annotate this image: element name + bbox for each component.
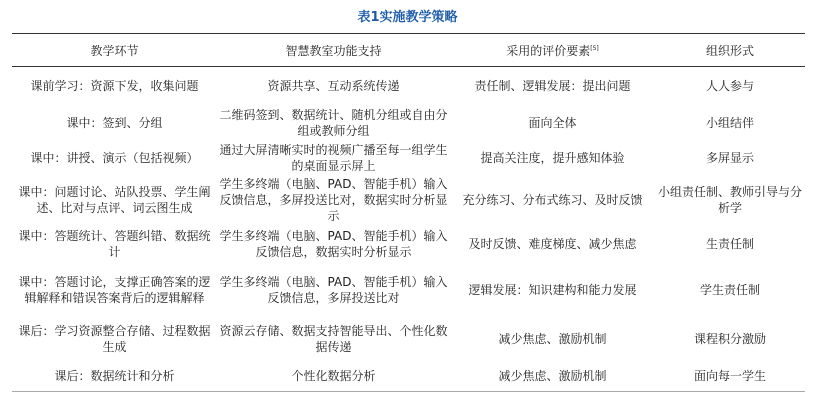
header-classroom-support: 智慧教室功能支持 (217, 34, 450, 67)
cell-stage: 课中：答题统计、答题纠错、数据统计 (18, 229, 211, 259)
strategy-table (12, 33, 805, 392)
table-row (12, 317, 805, 361)
cell-support: 通过大屏清晰实时的视频广播至每一组学生的桌面显示屏上 (219, 143, 448, 173)
cell-evaluation: 责任制、逻辑发展：提出问题 (474, 79, 631, 93)
table-header-row (12, 34, 805, 67)
cell-form: 生责任制 (705, 237, 754, 251)
cell-form: 多屏显示 (705, 151, 754, 165)
cell-support: 资源共享、互动系统传递 (267, 79, 400, 93)
cell-form: 学生责任制 (699, 283, 760, 297)
cell-support: 资源云存储、数据支持智能导出、个性化数据传递 (219, 324, 448, 354)
cell-form: 小组责任制、教师引导与分析学 (657, 185, 802, 215)
cell-stage: 课中：问题讨论、站队投票、学生阐述、比对与点评、词云图生成 (18, 185, 211, 215)
cell-support: 学生多终端（电脑、PAD、智能手机）输入反馈信息，多屏投送比对，数据实时分析显示 (219, 177, 448, 223)
table-row (12, 67, 805, 106)
cell-form: 面向每一学生 (655, 361, 805, 392)
cell-stage: 课后：数据统计和分析 (12, 361, 217, 392)
cell-evaluation: 提高关注度，提升感知体验 (480, 151, 625, 165)
cell-evaluation: 充分练习、分布式练习、及时反馈 (462, 193, 643, 207)
cell-evaluation: 及时反馈、难度梯度、减少焦虑 (468, 237, 637, 251)
table-row (12, 361, 805, 392)
cell-support: 学生多终端（电脑、PAD、智能手机）输入反馈信息，数据实时分析显示 (219, 229, 448, 259)
cell-form: 课程积分激励 (693, 332, 766, 346)
cell-support: 个性化数据分析 (217, 361, 450, 392)
cell-form: 小组结伴 (705, 116, 754, 130)
cell-evaluation: 减少焦虑、激励机制 (450, 361, 655, 392)
cell-evaluation: 面向全体 (528, 116, 577, 130)
header-evaluation-factors (450, 34, 655, 67)
cell-evaluation: 减少焦虑、激励机制 (498, 332, 607, 346)
table-row (12, 263, 805, 317)
table-caption: 表1实施教学策略 (357, 10, 458, 25)
cell-support: 二维码签到、数据统计、随机分组或自由分组或教师分组 (219, 108, 448, 138)
cell-stage: 课后：学习资源整合存储、过程数据生成 (18, 324, 211, 354)
header-evaluation-label: 采用的评价要素 (506, 43, 591, 58)
cell-stage: 课中：答题讨论，支撑正确答案的逻辑解释和错误答案背后的逻辑解释 (18, 275, 211, 305)
table-row (12, 141, 805, 175)
cell-stage: 课中：签到、分组 (66, 116, 163, 130)
reference-note: [5] (590, 44, 599, 52)
header-organization-form: 组织形式 (655, 34, 805, 67)
cell-stage: 课前学习：资源下发，收集问题 (30, 79, 199, 93)
table-row (12, 175, 805, 225)
table-row (12, 225, 805, 263)
table-row (12, 105, 805, 141)
header-teaching-stage: 教学环节 (12, 34, 217, 67)
cell-stage: 课中：讲授、演示（包括视频） (30, 151, 199, 165)
cell-support: 学生多终端（电脑、PAD、智能手机）输入反馈信息，多屏投送比对 (219, 275, 448, 305)
cell-form: 人人参与 (705, 79, 754, 93)
cell-evaluation: 逻辑发展：知识建构和能力发展 (468, 283, 637, 297)
